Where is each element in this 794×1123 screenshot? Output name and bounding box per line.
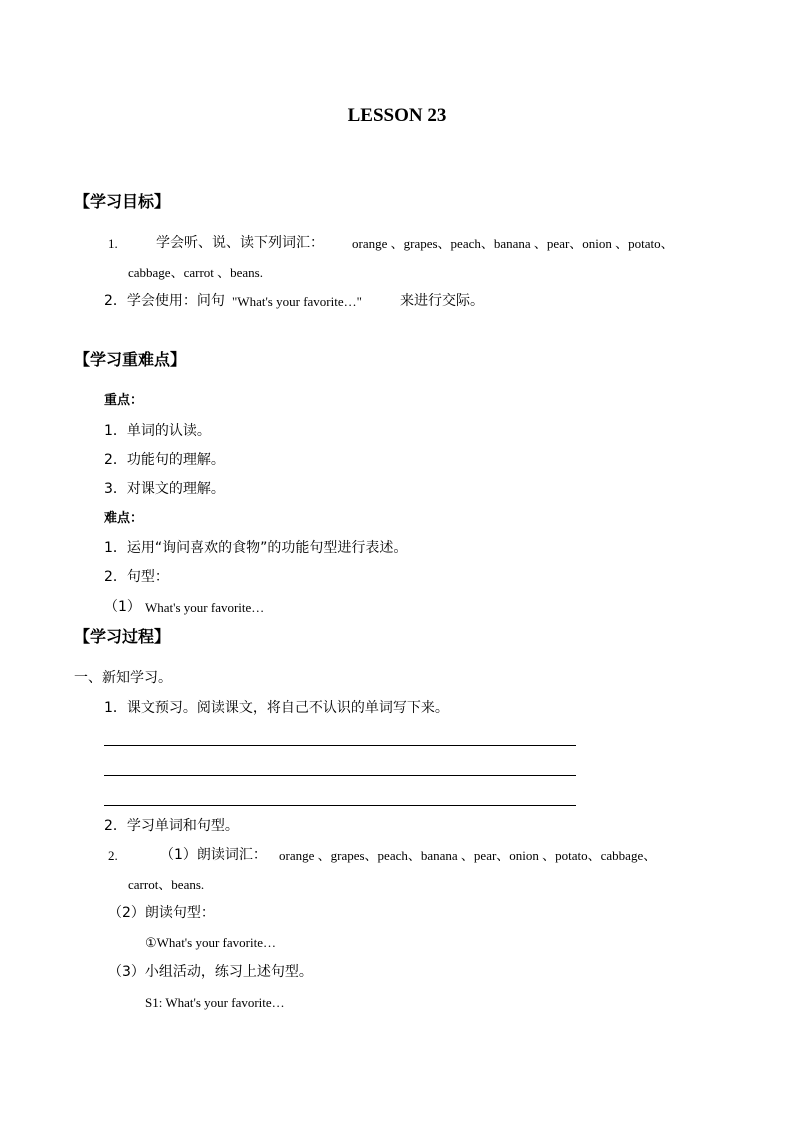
objective-1-number: 1. [108, 236, 118, 251]
focus-item: 1．单词的认读。 [104, 423, 211, 439]
step-2b-words: orange 、grapes、peach、banana 、pear、onion 、potato、cabbage、 [279, 848, 657, 863]
objective-1-words: orange 、grapes、peach、banana 、pear、onion 、potato、 [352, 236, 674, 251]
substep-2-sentence: ①What's your favorite… [145, 935, 276, 950]
objective-2-question: "What's your favorite…" [232, 294, 362, 309]
step-2b-words-cont: carrot、beans. [128, 877, 205, 892]
objective-1-words-cont: cabbage、carrot 、beans. [128, 265, 263, 280]
key-points-heading: 【学习重难点】 [74, 350, 187, 369]
writing-line [104, 805, 576, 806]
objective-2-text: 2．学会使用：问句 [104, 293, 225, 309]
difficulty-sub-number: （1） [104, 599, 141, 615]
substep-3-sentence: S1: What's your favorite… [145, 995, 285, 1010]
difficulty-label: 难点： [104, 511, 144, 526]
step-2b-number: 2. [108, 848, 118, 863]
process-heading: 【学习过程】 [74, 627, 171, 646]
objective-1-text: 学会听、说、读下列词汇： [156, 235, 324, 251]
writing-line [104, 775, 576, 776]
objective-2-end: 来进行交际。 [400, 293, 484, 309]
step-1: 1．课文预习。阅读课文，将自己不认识的单词写下来。 [104, 700, 449, 716]
objectives-heading: 【学习目标】 [74, 192, 171, 211]
difficulty-sub-sentence: What's your favorite… [145, 600, 265, 615]
focus-item: 2．功能句的理解。 [104, 452, 225, 468]
difficulty-item: 1．运用“询问喜欢的食物”的功能句型进行表述。 [104, 540, 408, 556]
step-2b-label: （1）朗读词汇： [160, 847, 267, 863]
difficulty-item: 2．句型： [104, 569, 169, 585]
focus-label: 重点： [104, 393, 144, 408]
focus-item: 3．对课文的理解。 [104, 481, 225, 497]
writing-line [104, 745, 576, 746]
part-1-title: 一、新知学习。 [74, 670, 172, 686]
step-2: 2．学习单词和句型。 [104, 818, 239, 834]
page-title: LESSON 23 [347, 105, 447, 126]
substep-2: （2）朗读句型： [108, 905, 215, 921]
substep-3: （3）小组活动，练习上述句型。 [108, 964, 313, 980]
